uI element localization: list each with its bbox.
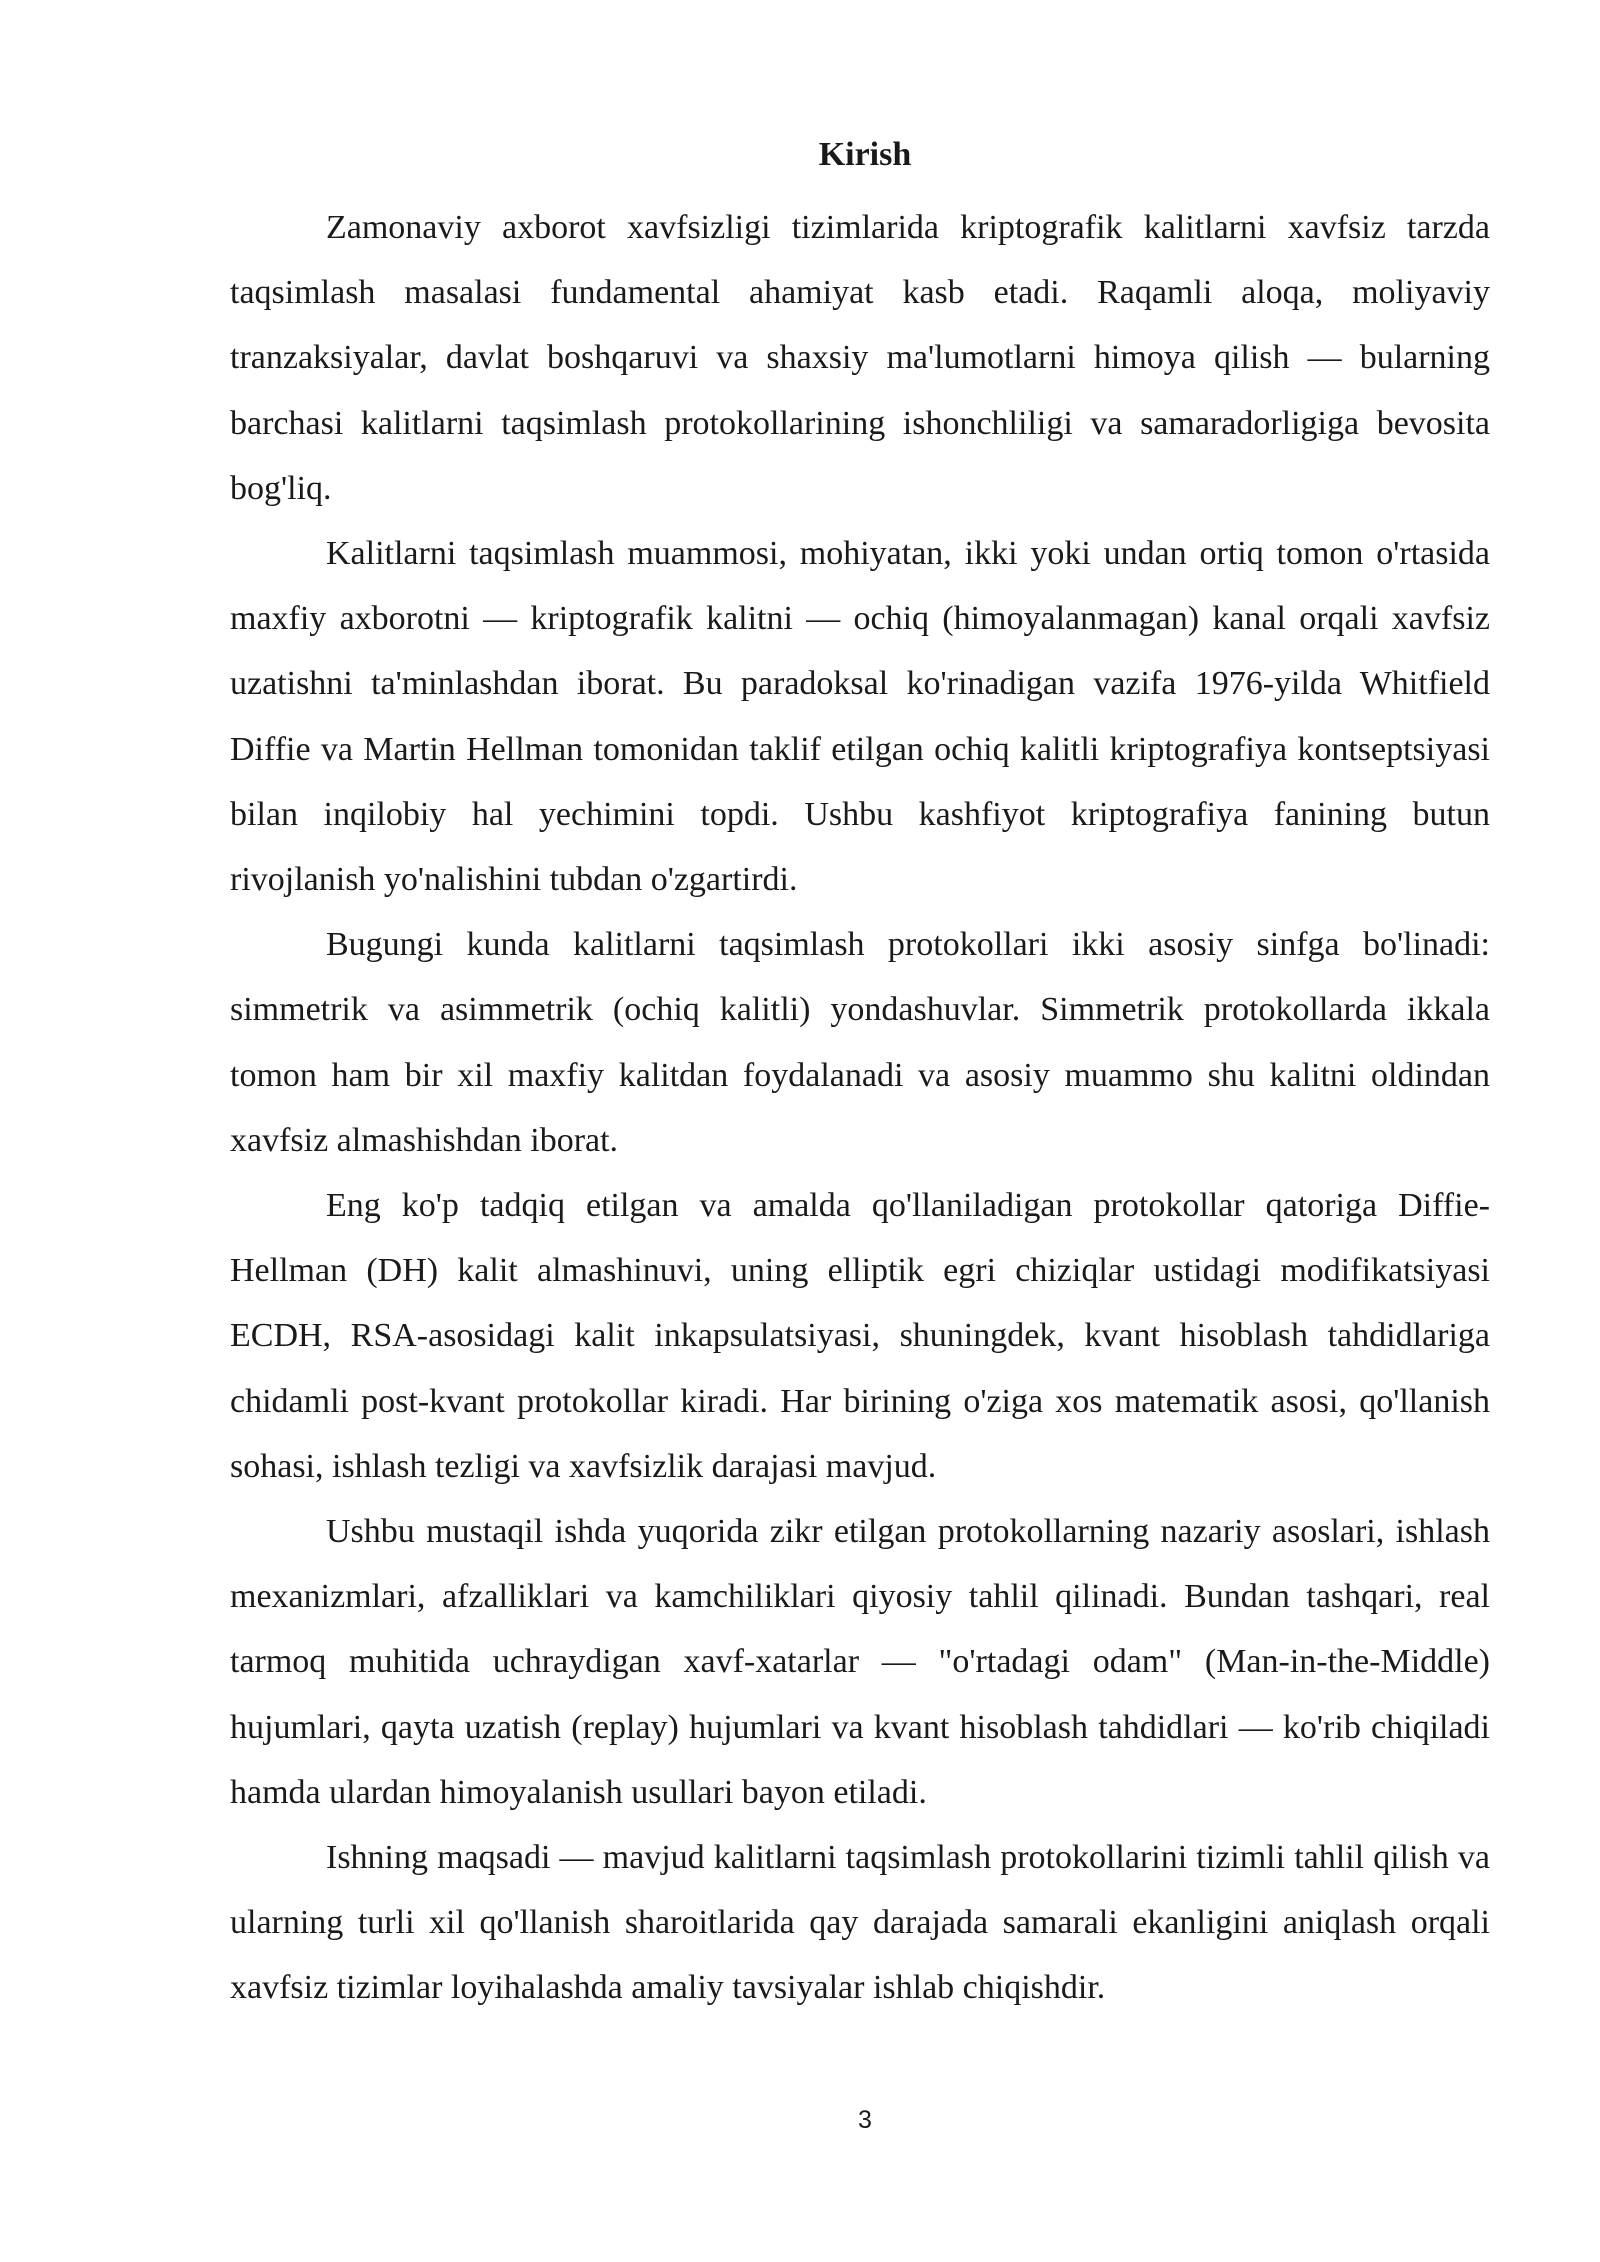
paragraph-5: Ushbu mustaqil ishda yuqorida zikr etilgan protokollarning nazariy asoslari, ishlash mexanizmlari, afzalliklari va kamchiliklari qiyosiy tahlil qilinadi. Bundan tashqari, real tarmoq muhitida uchraydigan xavf-xatarlar — "o'rtadagi odam" (Man-in-the-Middle) hujumlari, qayta uzatish (replay) hujumlari va kvant hisoblash tahdidlari — ko'rib chiqiladi hamda ulardan himoyalanish usullari bayon etiladi. [230, 1513, 1490, 1811]
paragraph-4: Eng ko'p tadqiq etilgan va amalda qo'llaniladigan protokollar qatoriga Diffie-Hellman (DH) kalit almashinuvi, uning elliptik egri chiziqlar ustidagi modifikatsiyasi ECDH, RSA-asosidagi kalit inkapsulatsiyasi, shuningdek, kvant hisoblash tahdidlariga chidamli post-kvant protokollar kiradi. Har birining o'ziga xos matematik asosi, qo'llanish sohasi, ishlash tezligi va xavfsizlik darajasi mavjud. [230, 1187, 1490, 1485]
paragraph-3: Bugungi kunda kalitlarni taqsimlash protokollari ikki asosiy sinfga bo'linadi: simmetrik va asimmetrik (ochiq kalitli) yondashuvlar. Simmetrik protokollarda ikkala tomon ham bir xil maxfiy kalitdan foydalanadi va asosiy muammo shu kalitni oldindan xavfsiz almashishdan iborat. [230, 926, 1490, 1159]
page-title: Kirish [818, 136, 912, 173]
paragraph-1: Zamonaviy axborot xavfsizligi tizimlarida kriptografik kalitlarni xavfsiz tarzda taqsimlash masalasi fundamental ahamiyat kasb etadi. Raqamli aloqa, moliyaviy tranzaksiyalar, davlat boshqaruvi va shaxsiy ma'lumotlarni himoya qilish — bularning barchasi kalitlarni taqsimlash protokollarining ishonchliligi va samaradorligiga bevosita bog'liq. [230, 209, 1490, 507]
paragraph-2: Kalitlarni taqsimlash muammosi, mohiyatan, ikki yoki undan ortiq tomon o'rtasida maxfiy axborotni — kriptografik kalitni — ochiq (himoyalanmagan) kanal orqali xavfsiz uzatishni ta'minlashdan iborat. Bu paradoksal ko'rinadigan vazifa 1976-yilda Whitfield Diffie va Martin Hellman tomonidan taklif etilgan ochiq kalitli kriptografiya kontseptsiyasi bilan inqilobiy hal yechimini topdi. Ushbu kashfiyot kriptografiya fanining butun rivojlanish yo'nalishini tubdan o'zgartirdi. [230, 535, 1490, 899]
paragraph-6: Ishning maqsadi — mavjud kalitlarni taqsimlash protokollarini tizimli tahlil qilish va ularning turli xil qo'llanish sharoitlarida qay darajada samarali ekanligini aniqlash orqali xavfsiz tizimlar loyihalashda amaliy tavsiyalar ishlab chiqishdir. [230, 1839, 1490, 2007]
body-text [230, 195, 1490, 2021]
page-number: 3 [858, 2106, 872, 2134]
